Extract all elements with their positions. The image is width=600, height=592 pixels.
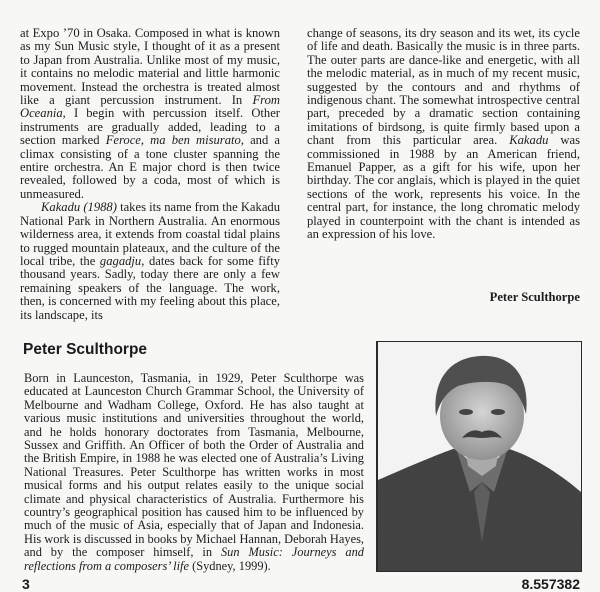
text-run: (Sydney, 1999). (188, 558, 271, 573)
catalogue-number: 8.557382 (521, 576, 580, 592)
biography-paragraph (24, 372, 364, 573)
italic-text-run: Kakadu (509, 133, 549, 148)
italic-text-run: Feroce, ma ben misurato (105, 133, 241, 148)
text-run: , I begin with percussion itself. Other instruments are gradually added, leading to a section marked (20, 106, 280, 148)
italic-text-run: Sun Music: Journeys and reflections from a composers’ life (24, 545, 364, 573)
text-run: at Expo ’70 in Osaka. Composed in what is known as my Sun Music style, I thought of it as a present to Japan from Australia. Unlike most of my music, it contains no melodic material and little harmonic movement. Instead the orchestra is treated almost like a giant percussion instrument. In (20, 26, 280, 108)
page-number: 3 (22, 576, 30, 592)
text-run: takes its name from the Kakadu National Park in Northern Australia. An enormous wilderness area, it extends from coastal tidal plains to rugged mountain plateaux, and the culture of the local tribe, the (20, 200, 280, 268)
essay-paragraph (20, 201, 280, 322)
biography-heading: Peter Sculthorpe (23, 341, 148, 358)
composer-portrait-photo (376, 341, 582, 572)
essay-right-column (307, 26, 580, 242)
text-run: change of seasons, its dry season and its wet, its cycle of life and death. Basically the music is in three parts. The outer parts are dance-like and energetic, with all the melodic material, as in much of my recent music, suggested by the contours and and rhythms of indigenous chant. The somewhat introspective central part, preceded by a dramatic section containing imitations of birdsong, is quite firmly based upon a chant from this particular area. (307, 26, 580, 148)
essay-left-column (20, 27, 280, 322)
text-run: , and a climax consisting of a tone cluster spanning the entire orchestra. An E major chord is then twice revealed, followed by a coda, most of which is unmeasured. (20, 133, 280, 201)
text-run: Born in Launceston, Tasmania, in 1929, Peter Sculthorpe was educated at Launceston Church Grammar School, the University of Melbourne and Wadham College, Oxford. He has also taught at various music institutions and universities throughout the world, and he holds honorary doctorates from Tasmania, Melbourne, Sussex and Griffith. An Officer of both the Order of Australia and the British Empire, in 1988 he was elected one of Australia’s Living National Treasures. Peter Sculthorpe has written works in most musical forms and his output relates easily to the unique social climate and physical characteristics of Australia. Furthermore his country’s geographical position has caused him to be influenced by much of the music of Asia, especially that of Japan and Indonesia. His work is discussed in books by Michael Hannan, Deborah Hayes, and by the composer himself, in (24, 371, 364, 560)
text-run: was commissioned in 1988 by an American friend, Emanuel Papper, as a gift for his wife, upon her birthday. The cor anglais, which is played in the quiet sections of the work, represents his voice. In the central part, for instance, the long chromatic melody played in counterpoint with the chant is intended as an expression of his love. (307, 133, 580, 242)
essay-signature: Peter Sculthorpe (489, 290, 580, 304)
italic-text-run: gagadju (99, 253, 142, 268)
text-run: , dates back for some fifty thousand years. Sadly, today there are only a few remaining speakers of the language. The work, then, is concerned with my feeling about this place, its landscape, its (20, 253, 280, 322)
italic-text-run: From Oceania (20, 93, 280, 121)
photo-grain (378, 342, 581, 571)
italic-text-run: Kakadu (1988) (41, 200, 117, 215)
essay-paragraph (307, 27, 580, 242)
biography-text (24, 372, 364, 573)
essay-paragraph (20, 27, 280, 201)
portrait-illustration (378, 342, 581, 571)
